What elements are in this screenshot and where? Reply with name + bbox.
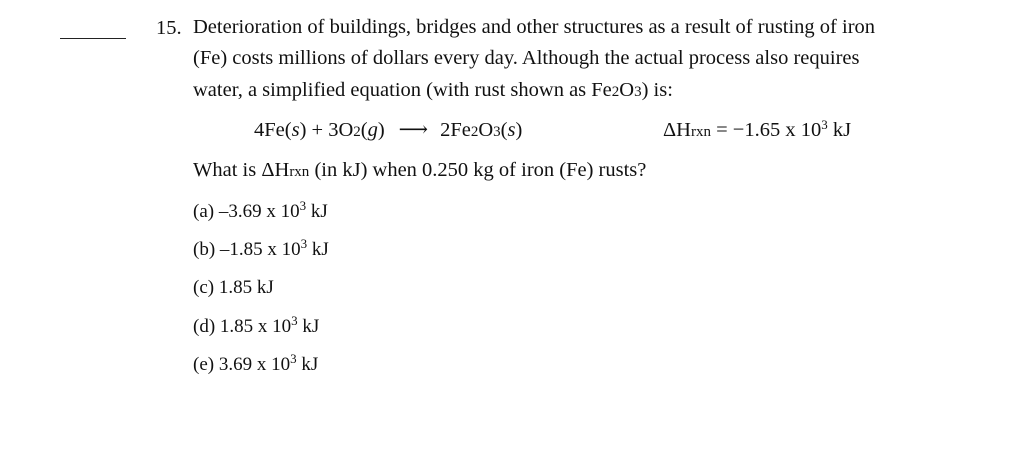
line3-suffix: ) is:	[641, 79, 673, 101]
line3-subscript-2: 2	[611, 84, 620, 100]
eq-o3: O	[478, 119, 494, 141]
option-b[interactable]	[193, 236, 329, 260]
option-a[interactable]	[193, 198, 328, 222]
eq-fe-subscript: 2	[470, 124, 479, 140]
eq-o2-subscript: 2	[353, 124, 361, 140]
delta-h-symbol: ΔH	[663, 119, 691, 141]
line3-prefix: water, a simplified equation (with rust shown as Fe	[193, 79, 612, 101]
option-e[interactable]	[193, 351, 319, 375]
option-e-text: (e) 3.69 x 10	[193, 354, 291, 375]
question-prompt	[193, 160, 646, 181]
eq-paren-close: )	[377, 119, 385, 141]
option-e-exponent: 3	[290, 351, 297, 366]
enthalpy-value	[663, 117, 852, 141]
line3-oxygen: O	[619, 79, 635, 101]
chemical-equation	[254, 120, 522, 141]
option-b-exponent: 3	[300, 236, 308, 251]
option-d-text: (d) 1.85 x 10	[193, 316, 292, 337]
eq-fe2: 2Fe	[440, 119, 471, 141]
eq-o2: ) + 3O	[299, 119, 354, 141]
option-c[interactable]	[193, 278, 274, 297]
delta-h-unit: kJ	[827, 119, 852, 141]
option-c-text: (c) 1.85 kJ	[193, 277, 274, 298]
question-text-line-1: Deterioration of buildings, bridges and other structures as a result of rusting of iron	[193, 16, 876, 38]
eq-o-subscript: 3	[493, 124, 501, 140]
eq-rhs-paren-open: (	[500, 119, 508, 141]
eq-rhs-paren-close: )	[515, 119, 523, 141]
prompt-subscript: rxn	[289, 164, 310, 180]
option-a-unit: kJ	[306, 201, 328, 222]
question-number: 15.	[156, 17, 182, 39]
delta-h-exponent: 3	[821, 117, 828, 132]
eq-paren-open: (	[360, 119, 368, 141]
eq-fe: 4Fe(	[254, 119, 292, 141]
option-d-exponent: 3	[291, 313, 298, 328]
option-d[interactable]	[193, 313, 320, 337]
prompt-suffix: (in kJ) when 0.250 kg of iron (Fe) rusts?	[309, 159, 647, 181]
question-text-line-3	[193, 80, 673, 101]
answer-blank-line	[60, 38, 126, 39]
eq-state-g: g	[367, 119, 378, 141]
option-e-unit: kJ	[296, 354, 319, 375]
delta-h-subscript: rxn	[691, 124, 711, 140]
eq-state-s: s	[291, 119, 300, 141]
question-text-line-2: (Fe) costs millions of dollars every day. Although the actual process also requires	[193, 47, 860, 69]
option-a-text: (a) –3.69 x 10	[193, 201, 300, 222]
option-d-unit: kJ	[297, 316, 320, 337]
option-a-exponent: 3	[299, 198, 307, 213]
delta-h-number: = −1.65 x 10	[711, 119, 822, 141]
option-b-text: (b) –1.85 x 10	[193, 239, 301, 260]
prompt-prefix: What is ΔH	[193, 159, 290, 181]
line3-subscript-3: 3	[634, 84, 642, 100]
eq-rhs-state-s: s	[507, 119, 516, 141]
reaction-arrow-icon: ⟶	[398, 119, 429, 141]
option-b-unit: kJ	[307, 239, 329, 260]
